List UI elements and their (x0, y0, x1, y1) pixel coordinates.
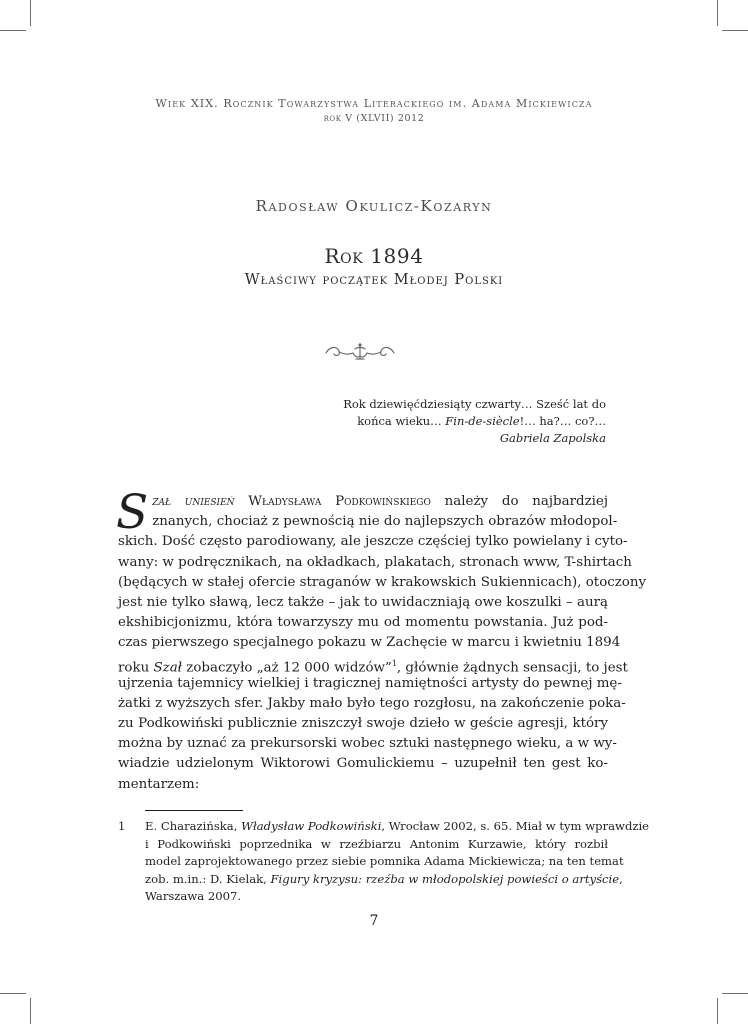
body-line: zał uniesień Władysława Podkowińskiego należy do najbardziej (152, 494, 608, 509)
epigraph (340, 396, 606, 447)
footnote-ref[interactable]: 1 (391, 658, 397, 668)
epigraph-line: końca wieku… Fin-de-siècle!… ha?… co?… (357, 414, 606, 428)
body-paragraph (116, 485, 647, 795)
footnote-line: Warszawa 2007. (145, 889, 242, 904)
body-line: zu Podkowiński publicznie zniszczył swoje dzieło w geście agresji, który (118, 716, 608, 732)
crop-mark-bottom-right-h (722, 993, 748, 994)
article-author: Radosław Okulicz-Kozaryn (255, 197, 493, 215)
journal-issue: rok V (XLVII) 2012 (323, 113, 425, 124)
footnote-line: zob. m.in.: D. Kielak, Figury kryzysu: rzeźba w młodopolskiej powieści o artyście, (145, 871, 623, 886)
epigraph-attribution: Gabriela Zapolska (499, 431, 606, 445)
body-line: wiadzie udzielonym Wiktorowi Gomulickiemu – uzupełnił ten gest ko- (118, 756, 608, 772)
crop-mark-top-left (30, 0, 31, 26)
body-line: wany: w podręcznikach, na okładkach, plakatach, stronach www, T-shirtach (118, 554, 632, 570)
article-title: Rok 1894 (324, 244, 424, 268)
epigraph-line: Rok dziewięćdziesiąty czwarty… Sześć lat do (343, 397, 606, 411)
body-line: roku Szał zobaczyło „aż 12 000 widzów”$^1$, głównie żądnych sensacji, to jest (118, 658, 628, 675)
body-line: ujrzenia tajemnicy wielkiej i tragicznej namiętności artysty do pewnej mę- (118, 675, 622, 691)
body-line: mentarzem: (118, 776, 200, 792)
crop-mark-bottom-right (717, 998, 718, 1024)
crop-mark-bottom-left-h (0, 993, 26, 994)
footnote-line: model zaprojektowanego przez siebie pomnika Adama Mickiewicza; na ten temat (145, 854, 624, 869)
drop-cap: S (116, 485, 149, 540)
crop-mark-top-right (717, 0, 718, 26)
body-line: ekshibicjonizmu, która towarzyszy mu od momentu powstania. Już pod- (118, 615, 608, 631)
footnote-line: E. Charazińska, Władysław Podkowiński, Wrocław 2002, s. 65. Miał w tym wprawdzie (145, 819, 650, 833)
crop-mark-top-right-h (722, 30, 748, 31)
page-number: 7 (369, 913, 379, 929)
crop-mark-bottom-left (30, 998, 31, 1024)
body-line: żatki z wyższych sfer. Jakby mało było tego rozgłosu, na zakończenie poka- (118, 695, 626, 711)
journal-title: Wiek XIX. Rocznik Towarzystwa Literackiego im. Adama Mickiewicza (155, 97, 593, 110)
footnote-divider (145, 810, 243, 811)
article-subtitle: Właściwy początek Młodej Polski (244, 272, 504, 288)
flourish-ornament-icon (322, 341, 398, 363)
body-line: jest nie tylko sławą, lecz także – jak to uwidaczniają owe koszulki – aurą (118, 594, 608, 610)
body-line: skich. Dość często parodiowany, ale jeszcze częściej tylko powielany i cyto- (118, 534, 628, 550)
footnote-line: i Podkowiński poprzednika w rzeźbiarzu Antonim Kurzawie, który rozbił (145, 836, 608, 851)
body-line: czas pierwszego specjalnego pokazu w Zachęcie w marcu i kwietniu 1894 (118, 635, 621, 651)
body-line: (będących w stałej ofercie straganów w krakowskich Sukiennicach), otoczony (118, 574, 647, 590)
body-line: znanych, chociaż z pewnością nie do najlepszych obrazów młodopol- (152, 514, 618, 530)
crop-mark-top-left-h (0, 30, 26, 31)
body-line: można by uznać za prekursorski wobec sztuki następnego wieku, a w wy- (118, 736, 617, 752)
footnote-number: 1 (118, 819, 126, 833)
